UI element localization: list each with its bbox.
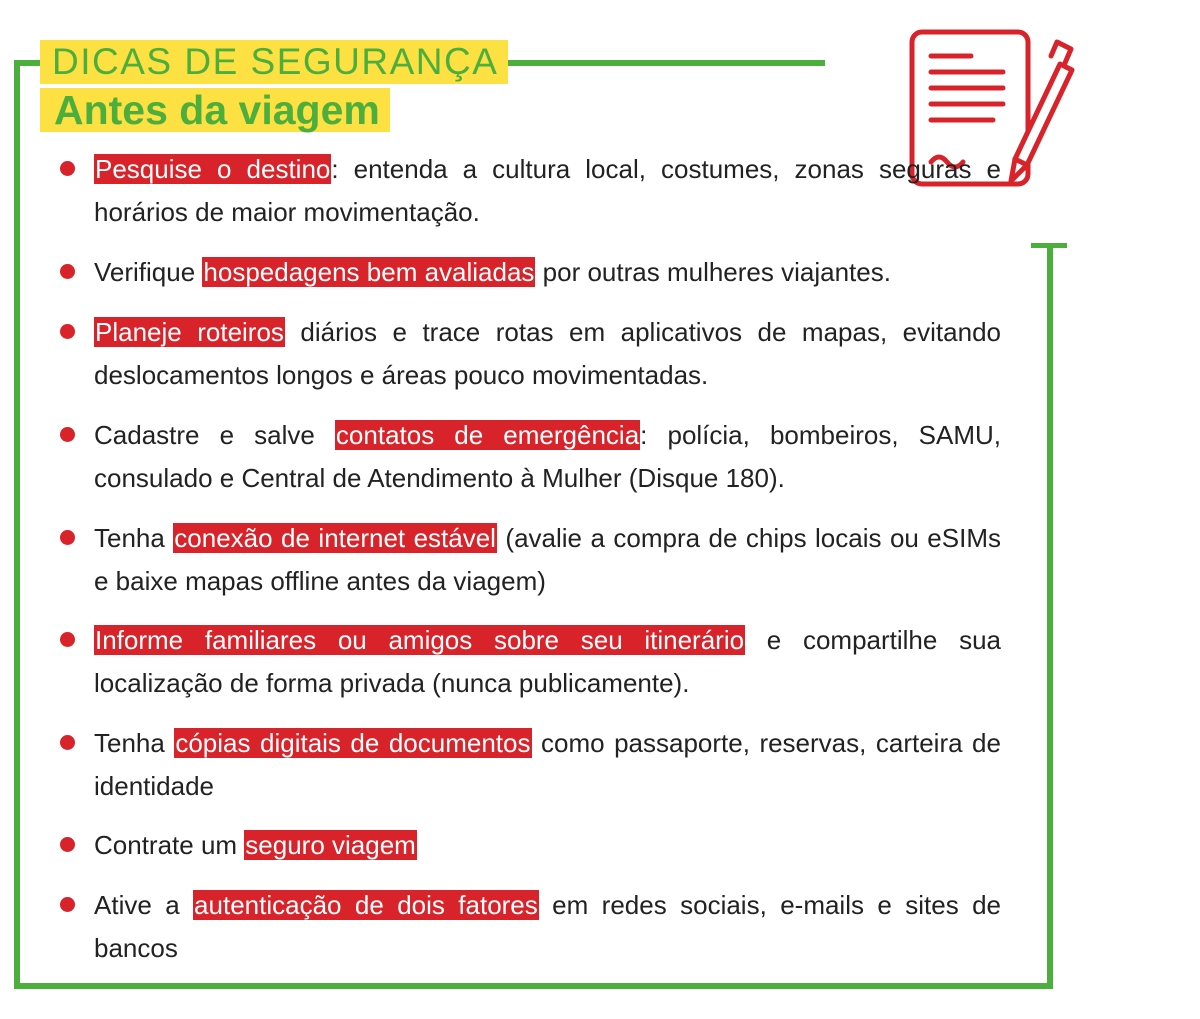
tip-highlight: Planeje roteiros: [95, 317, 284, 347]
tip-text-post: diários e trace rotas em aplicativos de mapas, evitando deslocamentos longos e áreas pouco movimentadas.: [94, 317, 1001, 390]
tip-text-pre: Tenha: [94, 523, 174, 553]
tip-highlight: Pesquise o destino: [95, 154, 331, 184]
list-item: [56, 517, 1001, 603]
frame-right-cap: [1031, 243, 1067, 248]
bullet-icon: [60, 632, 75, 647]
tip-text-post: em redes sociais, e-mails e sites de bancos: [94, 890, 1002, 963]
list-item: [56, 619, 1001, 705]
tip-text-post: e compartilhe sua localização de forma privada (nunca publicamente).: [94, 625, 1001, 698]
frame-bottom-line: [14, 983, 1053, 989]
tip-text-pre: Tenha: [94, 728, 175, 758]
bullet-icon: [60, 897, 75, 912]
list-item: [56, 824, 1001, 867]
header-title: DICAS DE SEGURANÇA: [40, 40, 508, 84]
frame-right-line: [1047, 243, 1053, 989]
bullet-icon: [60, 530, 75, 545]
bullet-icon: [60, 837, 75, 852]
list-item: [56, 414, 1001, 500]
tip-text-post: por outras mulheres viajantes.: [535, 257, 891, 287]
bullet-icon: [60, 264, 75, 279]
list-item: [56, 251, 1001, 294]
bullet-icon: [60, 735, 75, 750]
tip-text-post: : entenda a cultura local, costumes, zonas seguras e horários de maior movimentação.: [94, 154, 1001, 227]
tip-highlight: autenticação de dois fatores: [194, 890, 538, 920]
list-item: [56, 311, 1001, 397]
list-item: [56, 884, 1001, 970]
tip-text-post: (avalie a compra de chips locais ou eSIMs e baixe mapas offline antes da viagem): [94, 523, 1001, 596]
tip-highlight: Informe familiares ou amigos sobre seu itinerário: [95, 625, 745, 655]
list-item: [56, 148, 1001, 234]
tip-highlight: conexão de internet estável: [174, 523, 496, 553]
tip-highlight: seguro viagem: [245, 830, 416, 860]
tip-highlight: contatos de emergência: [335, 420, 640, 450]
bullet-icon: [60, 427, 75, 442]
tip-text-pre: Cadastre e salve: [94, 420, 335, 450]
tip-highlight: cópias digitais de documentos: [175, 728, 531, 758]
tip-text-pre: Contrate um: [94, 830, 245, 860]
frame-left-line: [14, 60, 20, 989]
bullet-icon: [60, 161, 75, 176]
tip-text-post: : polícia, bombeiros, SAMU, consulado e Central de Atendimento à Mulher (Disque 180).: [94, 420, 1001, 493]
bullet-icon: [60, 324, 75, 339]
list-item: [56, 722, 1001, 808]
tip-text-pre: Ative a: [94, 890, 194, 920]
tip-highlight: hospedagens bem avaliadas: [203, 257, 535, 287]
header-subtitle: Antes da viagem: [40, 88, 390, 132]
tip-text-post: como passaporte, reservas, carteira de identidade: [94, 728, 1001, 801]
tip-text-pre: Verifique: [94, 257, 203, 287]
